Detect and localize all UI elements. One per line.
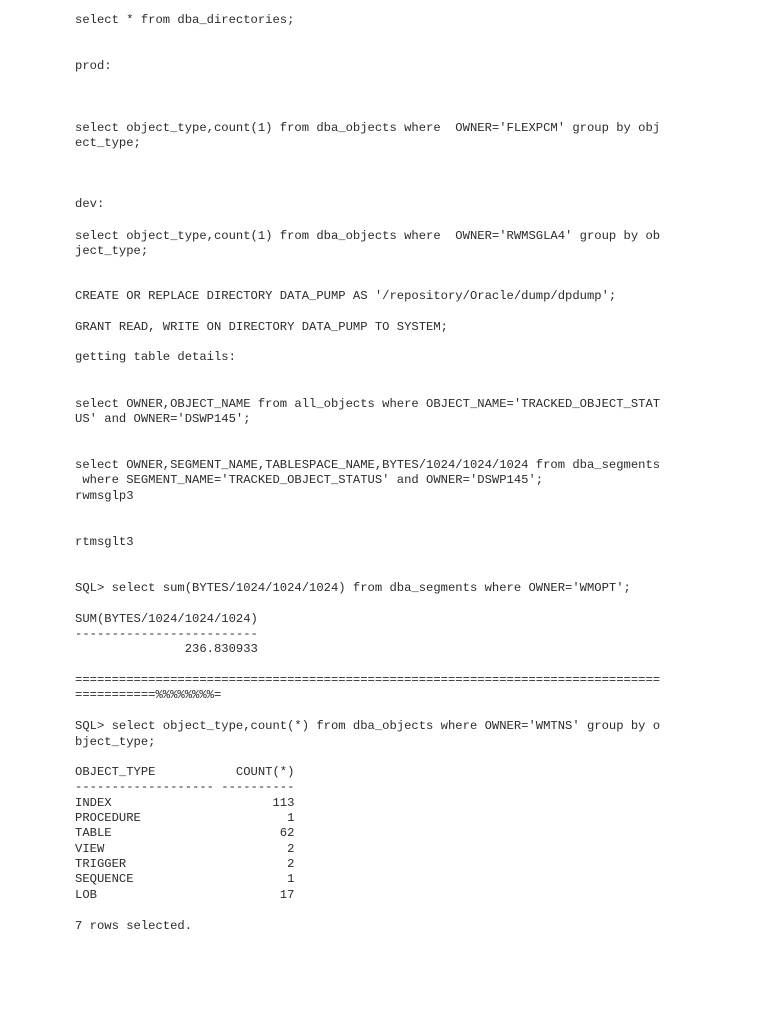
text-line: VIEW 2 [75,842,295,856]
text-line: ================================================================================ [75,673,661,687]
text-line: LOB 17 [75,888,295,902]
text-line: CREATE OR REPLACE DIRECTORY DATA_PUMP AS '/repository/Oracle/dump/dpdump'; [75,289,617,303]
text-line: bject_type; [75,735,156,749]
text-line: PROCEDURE 1 [75,811,295,825]
text-line: TRIGGER 2 [75,857,295,871]
text-line: SQL> select object_type,count(*) from dba_objects where OWNER='WMTNS' group by o [75,719,661,733]
text-line: ject_type; [75,244,149,258]
text-line: dev: [75,197,105,211]
text-line: where SEGMENT_NAME='TRACKED_OBJECT_STATUS' and OWNER='DSWP145'; [75,473,544,487]
text-line: select object_type,count(1) from dba_objects where OWNER='RWMSGLA4' group by ob [75,229,661,243]
text-line: SEQUENCE 1 [75,872,295,886]
text-line: select OWNER,OBJECT_NAME from all_objects where OBJECT_NAME='TRACKED_OBJECT_STAT [75,397,661,411]
text-line: 7 rows selected. [75,919,193,933]
text-line: select object_type,count(1) from dba_objects where OWNER='FLEXPCM' group by obj [75,121,661,135]
text-line: getting table details: [75,350,236,364]
text-line: INDEX 113 [75,796,295,810]
text-line: GRANT READ, WRITE ON DIRECTORY DATA_PUMP TO SYSTEM; [75,320,448,334]
text-line: select OWNER,SEGMENT_NAME,TABLESPACE_NAME,BYTES/1024/1024/1024 from dba_segments [75,458,661,472]
text-line: select * from dba_directories; [75,13,295,27]
text-line: rtmsglt3 [75,535,134,549]
text-line: TABLE 62 [75,826,295,840]
text-line: 236.830933 [75,642,258,656]
text-line: ------------------- ---------- [75,780,295,794]
text-line: prod: [75,59,112,73]
text-line: rwmsglp3 [75,489,134,503]
text-line: ect_type; [75,136,141,150]
text-line: US' and OWNER='DSWP145'; [75,412,251,426]
text-line: SQL> select sum(BYTES/1024/1024/1024) from dba_segments where OWNER='WMOPT'; [75,581,631,595]
text-line: ------------------------- [75,627,258,641]
text-line: OBJECT_TYPE COUNT(*) [75,765,295,779]
text-line: ===========%%%%%%%%= [75,688,222,702]
text-line: SUM(BYTES/1024/1024/1024) [75,612,258,626]
